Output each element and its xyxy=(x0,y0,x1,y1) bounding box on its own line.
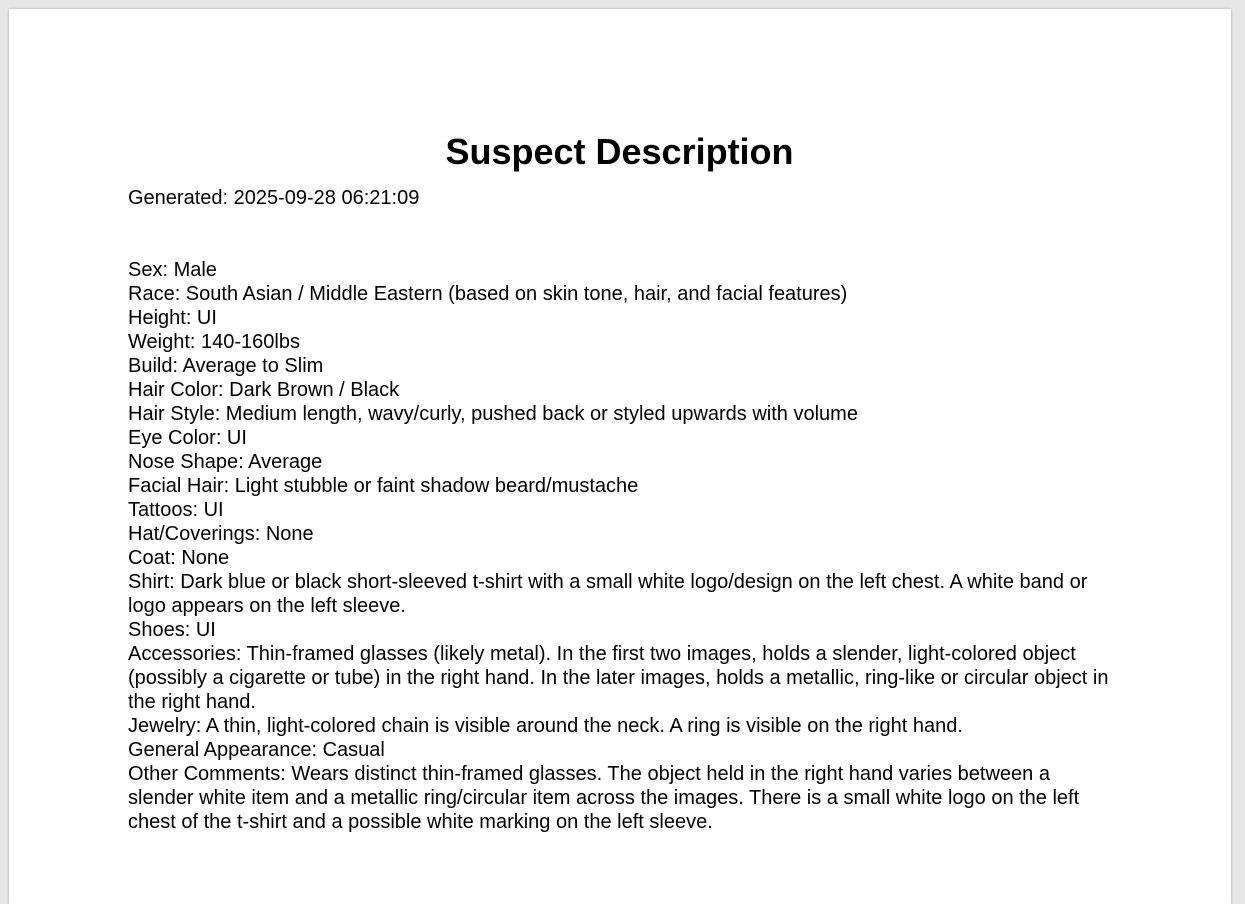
field-sex: Sex: Male xyxy=(128,259,217,281)
field-hat-coverings: Hat/Coverings: None xyxy=(128,523,314,545)
field-build: Build: Average to Slim xyxy=(128,355,324,377)
field-facial-hair: Facial Hair: Light stubble or faint shadow beard/mustache xyxy=(128,475,639,497)
field-tattoos: Tattoos: UI xyxy=(128,499,224,521)
document-title: Suspect Description xyxy=(445,131,794,172)
field-hair-color: Hair Color: Dark Brown / Black xyxy=(128,379,400,401)
generated-timestamp: Generated: 2025-09-28 06:21:09 xyxy=(128,187,420,209)
field-race: Race: South Asian / Middle Eastern (based on skin tone, hair, and facial features) xyxy=(128,283,848,305)
field-nose-shape: Nose Shape: Average xyxy=(128,451,323,473)
field-jewelry: Jewelry: A thin, light-colored chain is visible around the neck. A ring is visible on the right hand. xyxy=(128,715,963,737)
field-other-comments: Other Comments: Wears distinct thin-framed glasses. The object held in the right hand varies between a slender white item and a metallic ring/circular item across the images. There is a small white logo on the left chest of the t-shirt and a possible white marking on the left sleeve. xyxy=(128,763,1080,833)
document-page xyxy=(9,9,1231,904)
field-hair-style: Hair Style: Medium length, wavy/curly, pushed back or styled upwards with volume xyxy=(128,403,858,425)
field-weight: Weight: 140-160lbs xyxy=(128,331,300,353)
field-general-appearance: General Appearance: Casual xyxy=(128,739,385,761)
field-accessories: Accessories: Thin-framed glasses (likely metal). In the first two images, holds a slender, light-colored object (possibly a cigarette or tube) in the right hand. In the later images, holds a metallic, ring-like or circular object in the right hand. xyxy=(128,643,1109,713)
field-height: Height: UI xyxy=(128,307,217,329)
field-shoes: Shoes: UI xyxy=(128,619,216,641)
description-fields xyxy=(128,258,1118,834)
field-shirt: Shirt: Dark blue or black short-sleeved t-shirt with a small white logo/design on the left chest. A white band or logo appears on the left sleeve. xyxy=(128,571,1088,617)
field-coat: Coat: None xyxy=(128,547,230,569)
field-eye-color: Eye Color: UI xyxy=(128,427,247,449)
